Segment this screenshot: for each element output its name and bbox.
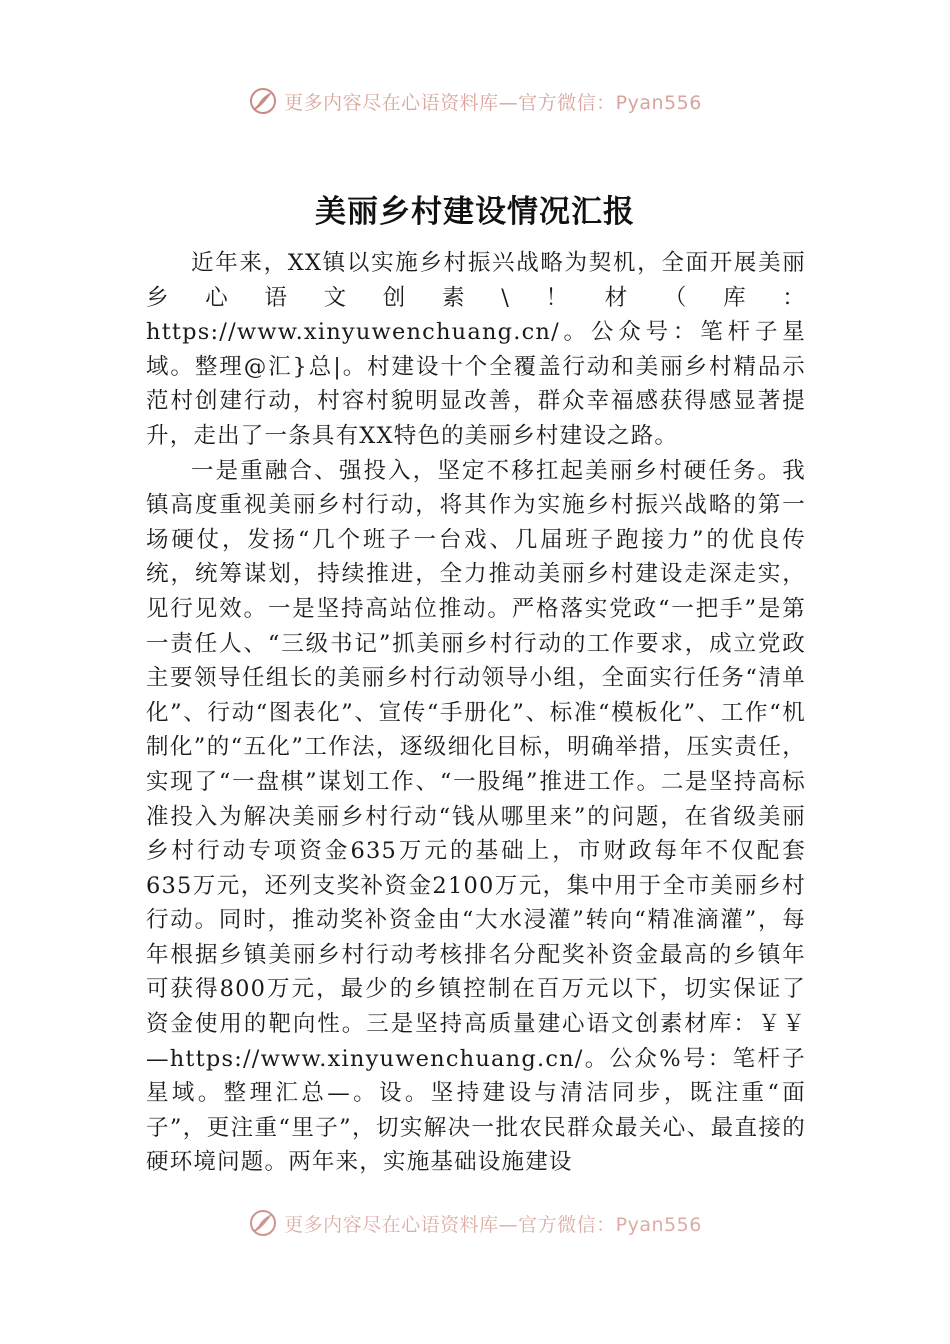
watermark-text: 更多内容尽在心语资料库—官方微信：Pyan556: [284, 1213, 702, 1236]
paragraph-section-one: 一是重融合、强投入，坚定不移扛起美丽乡村硬任务。我镇高度重视美丽乡村行动，将其作为实施乡村振兴战略的第一场硬仗，发扬“几个班子一台戏、几届班子跑接力”的优良传统，统筹谋划，持续推进，全力推动美丽乡村建设走深走实，见行见效。一是坚持高站位推动。严格落实党政“一把手”是第一责任人、“三级书记”抓美丽乡村行动的工作要求，成立党政主要领导任组长的美丽乡村行动领导小组，全面实行任务“清单化”、行动“图表化”、宣传“手册化”、标准“模板化”、工作“机制化”的“五化”工作法，逐级细化目标，明确举措，压实责任，实现了“一盘棋”谋划工作、“一股绳”推进工作。二是坚持高标准投入为解决美丽乡村行动“钱从哪里来”的问题，在省级美丽乡村行动专项资金635万元的基础上，市财政每年不仅配套635万元，还列支奖补资金2100万元，集中用于全市美丽乡村行动。同时，推动奖补资金由“大水浸灌”转向“精准滴灌”，每年根据乡镇美丽乡村行动考核排名分配奖补资金最高的乡镇年可获得800万元，最少的乡镇控制在百万元以下，切实保证了资金使用的靶向性。三是坚持高质量建心语文创素材库：￥￥—https://www.xinyuwenchuang.cn/。公众%号：笔杆子星域。整理汇总—。设。坚持建设与清洁同步，既注重“面子”，更注重“里子”，切实解决一批农民群众最关心、最直接的硬环境问题。两年来，实施基础设施建设: [146, 457, 806, 1176]
watermark-footer: [0, 1208, 950, 1238]
document-title: 美丽乡村建设情况汇报: [315, 194, 635, 230]
quill-logo-icon: [248, 86, 278, 116]
watermark-text: 更多内容尽在心语资料库—官方微信：Pyan556: [284, 91, 702, 114]
quill-logo-icon: [248, 1208, 278, 1238]
document-body: [146, 246, 806, 1180]
paragraph-intro: 近年来，XX镇以实施乡村振兴战略为契机，全面开展美丽乡心语文创素\！材（库：https://www.xinyuwenchuang.cn/。公众号：笔杆子星域。整理@汇}总|。村建设十个全覆盖行动和美丽乡村精品示范村创建行动，村容村貌明显改善，群众幸福感获得感显著提升，走出了一条具有XX特色的美丽乡村建设之路。: [146, 250, 806, 449]
watermark-header: [0, 86, 950, 116]
